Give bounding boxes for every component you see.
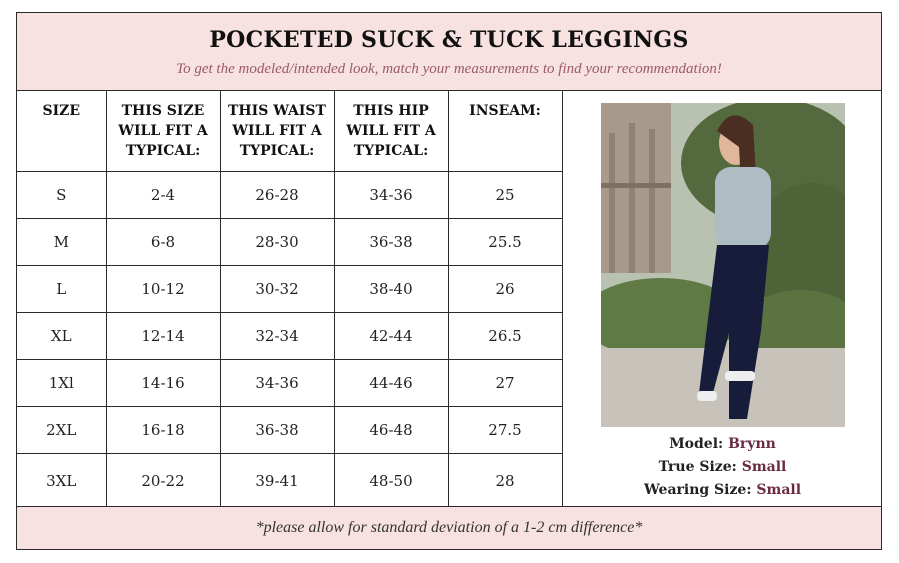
fit-cell: 10-12 (106, 265, 220, 312)
table-row (17, 171, 562, 218)
table-row (17, 312, 562, 359)
page-subtitle: To get the modeled/intended look, match your measurements to find your recommendation! (176, 61, 722, 77)
size-cell: 2XL (17, 406, 106, 453)
fit-cell: 2-4 (106, 171, 220, 218)
model-name: Brynn (728, 436, 776, 452)
waist-cell: 26-28 (220, 171, 334, 218)
table-header-row (17, 91, 562, 171)
wearing-size-value: Small (756, 482, 802, 498)
model-label: Model: (669, 436, 724, 452)
table-row (17, 406, 562, 453)
hip-cell: 46-48 (334, 406, 448, 453)
wearing-size-label: Wearing Size: (643, 482, 752, 498)
header-fits: THIS SIZE WILL FIT A TYPICAL: (106, 91, 220, 171)
waist-cell: 34-36 (220, 359, 334, 406)
inseam-cell: 25.5 (448, 218, 562, 265)
true-size-value: Small (741, 459, 787, 475)
fit-cell: 12-14 (106, 312, 220, 359)
size-cell: S (17, 171, 106, 218)
wearing-size-line (563, 479, 882, 502)
hip-cell: 36-38 (334, 218, 448, 265)
model-line (563, 433, 882, 456)
size-cell: L (17, 265, 106, 312)
inseam-cell: 25 (448, 171, 562, 218)
header-banner (17, 13, 881, 91)
fit-cell: 16-18 (106, 406, 220, 453)
waist-cell: 30-32 (220, 265, 334, 312)
hip-cell: 34-36 (334, 171, 448, 218)
waist-cell: 32-34 (220, 312, 334, 359)
fit-cell: 20-22 (106, 453, 220, 508)
table-row (17, 359, 562, 406)
header-waist: THIS WAIST WILL FIT A TYPICAL: (220, 91, 334, 171)
hip-cell: 44-46 (334, 359, 448, 406)
size-cell: 1Xl (17, 359, 106, 406)
true-size-label: True Size: (658, 459, 737, 475)
true-size-line (563, 456, 882, 479)
header-hip: THIS HIP WILL FIT A TYPICAL: (334, 91, 448, 171)
inseam-cell: 27 (448, 359, 562, 406)
hip-cell: 42-44 (334, 312, 448, 359)
inseam-cell: 28 (448, 453, 562, 508)
waist-cell: 36-38 (220, 406, 334, 453)
header-inseam: INSEAM: (448, 91, 562, 171)
inseam-cell: 26 (448, 265, 562, 312)
size-cell: 3XL (17, 453, 106, 508)
hip-cell: 38-40 (334, 265, 448, 312)
inseam-cell: 27.5 (448, 406, 562, 453)
size-table (17, 91, 563, 508)
waist-cell: 39-41 (220, 453, 334, 508)
size-chart-card (16, 12, 882, 550)
model-panel (562, 91, 882, 508)
table-row (17, 453, 562, 508)
table-row (17, 265, 562, 312)
model-photo (601, 103, 845, 427)
header-size: SIZE (17, 91, 106, 171)
size-cell: XL (17, 312, 106, 359)
fit-cell: 6-8 (106, 218, 220, 265)
inseam-cell: 26.5 (448, 312, 562, 359)
model-credits (563, 433, 882, 502)
footer-banner (17, 506, 881, 549)
size-cell: M (17, 218, 106, 265)
fit-cell: 14-16 (106, 359, 220, 406)
hip-cell: 48-50 (334, 453, 448, 508)
footnote: *please allow for standard deviation of a 1-2 cm difference* (255, 519, 643, 536)
table-row (17, 218, 562, 265)
waist-cell: 28-30 (220, 218, 334, 265)
page-title: POCKETED SUCK & TUCK LEGGINGS (209, 27, 689, 53)
